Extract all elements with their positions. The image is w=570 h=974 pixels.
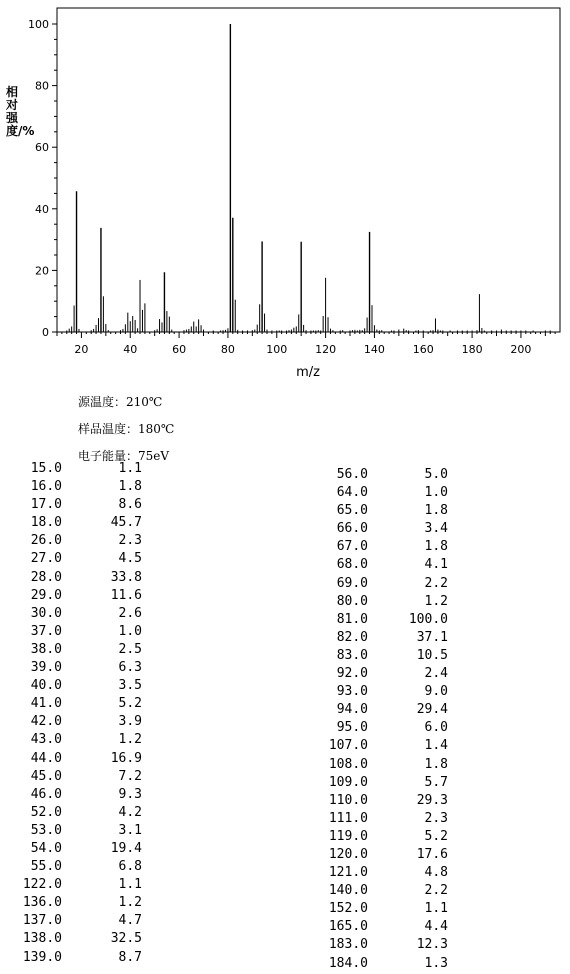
- peak-intensity: 3.9: [118, 714, 142, 730]
- peak-row: [0, 496, 142, 514]
- peak-mz: 83.0: [336, 647, 368, 663]
- peak-mz: 16.0: [30, 479, 62, 495]
- peak-row: [0, 695, 142, 713]
- peak-row: [306, 810, 448, 828]
- condition-value: 180℃: [138, 422, 175, 436]
- peak-row: [0, 858, 142, 876]
- peak-intensity: 19.4: [110, 840, 142, 856]
- peak-intensity: 3.4: [424, 521, 448, 537]
- condition-line: [78, 393, 162, 410]
- peak-row: [306, 683, 448, 701]
- y-tick-label: 60: [35, 141, 49, 155]
- peak-mz: 108.0: [328, 756, 368, 772]
- peak-mz: 80.0: [336, 593, 368, 609]
- peak-intensity: 1.2: [118, 895, 142, 911]
- peak-intensity: 6.8: [118, 859, 142, 875]
- peak-mz: 136.0: [22, 895, 62, 911]
- peak-mz: 54.0: [30, 840, 62, 856]
- peak-intensity: 4.1: [424, 557, 448, 573]
- peak-mz: 140.0: [328, 883, 368, 899]
- peak-intensity: 10.5: [416, 647, 448, 663]
- condition-value: 75eV: [138, 449, 170, 463]
- peak-row: [0, 713, 142, 731]
- peak-mz: 15.0: [30, 461, 62, 476]
- peak-intensity: 4.8: [424, 865, 448, 881]
- peak-intensity: 5.2: [118, 696, 142, 712]
- peak-row: [0, 587, 142, 605]
- peak-intensity: 3.1: [118, 822, 142, 838]
- peak-row: [0, 822, 142, 840]
- peak-mz: 152.0: [328, 901, 368, 917]
- peak-row: [0, 840, 142, 858]
- x-tick-label: 100: [266, 343, 288, 356]
- peak-row: [0, 786, 142, 804]
- x-tick-label: 140: [363, 343, 385, 356]
- peak-intensity: 37.1: [416, 629, 448, 645]
- peak-row: [306, 629, 448, 647]
- peak-mz: 122.0: [22, 877, 62, 893]
- x-tick-label: 160: [412, 343, 434, 356]
- peak-row: [0, 768, 142, 786]
- x-tick-label: 20: [74, 343, 89, 356]
- peak-intensity: 5.7: [424, 774, 448, 790]
- peak-row: [0, 876, 142, 894]
- spectrum-bars: [67, 24, 550, 332]
- y-tick-label: 0: [42, 326, 49, 339]
- peak-mz: 67.0: [336, 539, 368, 555]
- peak-row: [306, 556, 448, 574]
- peak-mz: 30.0: [30, 605, 62, 621]
- peak-intensity: 6.3: [118, 660, 142, 676]
- peak-row: [306, 719, 448, 737]
- peak-row: [306, 611, 448, 629]
- peak-intensity: 3.5: [118, 678, 142, 694]
- peak-mz: 120.0: [328, 846, 368, 862]
- peak-row: [306, 846, 448, 864]
- peak-mz: 111.0: [328, 810, 368, 826]
- peak-mz: 27.0: [30, 551, 62, 567]
- peak-intensity: 17.6: [416, 846, 448, 862]
- y-axis-label: 相对强度/%: [6, 85, 35, 138]
- peak-mz: 64.0: [336, 485, 368, 501]
- peak-intensity: 4.5: [118, 551, 142, 567]
- peak-row: [306, 955, 448, 973]
- peak-row: [306, 756, 448, 774]
- peak-row: [306, 936, 448, 954]
- peak-intensity: 29.3: [416, 792, 448, 808]
- peak-intensity: 5.2: [424, 828, 448, 844]
- peak-intensity: 33.8: [110, 569, 142, 585]
- peak-intensity: 4.4: [424, 919, 448, 935]
- peak-row: [0, 478, 142, 496]
- peak-mz: 66.0: [336, 521, 368, 537]
- peak-intensity: 1.0: [424, 485, 448, 501]
- peak-intensity: 1.8: [118, 479, 142, 495]
- peak-mz: 137.0: [22, 913, 62, 929]
- peak-row: [306, 737, 448, 755]
- peak-intensity: 1.0: [118, 623, 142, 639]
- peak-mz: 138.0: [22, 931, 62, 947]
- peak-row: [0, 623, 142, 641]
- peak-row: [0, 532, 142, 550]
- peak-row: [306, 665, 448, 683]
- peak-row: [306, 520, 448, 538]
- peak-mz: 82.0: [336, 629, 368, 645]
- peak-intensity: 2.4: [424, 666, 448, 682]
- peak-intensity: 5.0: [424, 467, 448, 482]
- condition-label: 源温度：: [78, 395, 127, 409]
- peak-row: [0, 804, 142, 822]
- mass-spectrum-chart: [0, 0, 570, 385]
- peak-row: [306, 864, 448, 882]
- peak-row: [306, 484, 448, 502]
- peak-intensity: 9.0: [424, 684, 448, 700]
- y-tick-label: 20: [35, 264, 49, 278]
- peak-mz: 42.0: [30, 714, 62, 730]
- peak-mz: 65.0: [336, 503, 368, 519]
- peak-mz: 55.0: [30, 859, 62, 875]
- peak-mz: 95.0: [336, 720, 368, 736]
- peak-mz: 94.0: [336, 702, 368, 718]
- condition-label: 电子能量：: [78, 449, 139, 463]
- peak-intensity: 11.6: [110, 587, 142, 603]
- peak-row: [306, 918, 448, 936]
- peak-intensity: 1.8: [424, 503, 448, 519]
- peak-intensity: 6.0: [424, 720, 448, 736]
- peak-row: [0, 569, 142, 587]
- peak-mz: 39.0: [30, 660, 62, 676]
- peak-intensity: 2.3: [118, 533, 142, 549]
- peak-row: [0, 605, 142, 623]
- peak-mz: 93.0: [336, 684, 368, 700]
- peak-row: [306, 882, 448, 900]
- x-tick-label: 60: [172, 343, 187, 356]
- plot-frame: [57, 8, 560, 332]
- peak-row: [306, 647, 448, 665]
- peak-mz: 110.0: [328, 792, 368, 808]
- peak-mz: 40.0: [30, 678, 62, 694]
- peak-row: [306, 502, 448, 520]
- x-tick-label: 40: [123, 343, 138, 356]
- peak-row: [0, 659, 142, 677]
- y-tick-label: 100: [28, 18, 49, 31]
- peak-mz: 28.0: [30, 569, 62, 585]
- y-tick-label: 80: [35, 79, 49, 93]
- peak-row: [306, 593, 448, 611]
- peak-intensity: 8.6: [118, 497, 142, 513]
- peak-intensity: 4.2: [118, 804, 142, 820]
- peak-intensity: 2.2: [424, 883, 448, 899]
- peak-mz: 29.0: [30, 587, 62, 603]
- peak-mz: 68.0: [336, 557, 368, 573]
- peak-mz: 69.0: [336, 575, 368, 591]
- peak-row: [0, 641, 142, 659]
- peak-mz: 139.0: [22, 949, 62, 965]
- peak-row: [306, 900, 448, 918]
- peak-intensity: 1.8: [424, 756, 448, 772]
- peak-mz: 53.0: [30, 822, 62, 838]
- peak-row: [306, 466, 448, 484]
- peak-intensity: 1.2: [424, 593, 448, 609]
- x-tick-label: 200: [510, 343, 532, 356]
- peak-row: [0, 514, 142, 532]
- peak-row: [306, 774, 448, 792]
- y-axis: [28, 18, 57, 339]
- peak-intensity: 9.3: [118, 786, 142, 802]
- condition-label: 样品温度：: [78, 422, 139, 436]
- x-tick-label: 80: [220, 343, 235, 356]
- peak-intensity: 1.2: [118, 732, 142, 748]
- peak-mz: 109.0: [328, 774, 368, 790]
- peak-mz: 46.0: [30, 786, 62, 802]
- peak-intensity: 45.7: [110, 515, 142, 531]
- condition-value: 210℃: [126, 395, 163, 409]
- peak-mz: 43.0: [30, 732, 62, 748]
- peak-intensity: 16.9: [110, 750, 142, 766]
- peak-mz: 38.0: [30, 641, 62, 657]
- peak-mz: 26.0: [30, 533, 62, 549]
- peak-mz: 165.0: [328, 919, 368, 935]
- peak-mz: 92.0: [336, 666, 368, 682]
- peak-mz: 184.0: [328, 955, 368, 971]
- peak-row: [306, 792, 448, 810]
- peak-intensity: 1.1: [424, 901, 448, 917]
- peak-table-left: [0, 460, 142, 967]
- peak-intensity: 1.8: [424, 539, 448, 555]
- peak-row: [306, 828, 448, 846]
- peak-mz: 107.0: [328, 738, 368, 754]
- peak-intensity: 4.7: [118, 913, 142, 929]
- peak-row: [306, 538, 448, 556]
- peak-mz: 81.0: [336, 611, 368, 627]
- peak-intensity: 1.1: [118, 461, 142, 476]
- peak-row: [0, 550, 142, 568]
- x-tick-label: 120: [315, 343, 337, 356]
- peak-mz: 119.0: [328, 828, 368, 844]
- peak-mz: 121.0: [328, 865, 368, 881]
- peak-mz: 183.0: [328, 937, 368, 953]
- x-tick-label: 180: [461, 343, 483, 356]
- peak-row: [0, 731, 142, 749]
- peak-mz: 56.0: [336, 467, 368, 482]
- peak-row: [0, 949, 142, 967]
- peak-mz: 45.0: [30, 768, 62, 784]
- peak-mz: 18.0: [30, 515, 62, 531]
- peak-row: [0, 750, 142, 768]
- condition-line: [78, 420, 174, 437]
- peak-mz: 17.0: [30, 497, 62, 513]
- peak-intensity: 1.3: [424, 955, 448, 971]
- peak-mz: 52.0: [30, 804, 62, 820]
- peak-intensity: 8.7: [118, 949, 142, 965]
- peak-intensity: 12.3: [416, 937, 448, 953]
- peak-intensity: 2.3: [424, 810, 448, 826]
- x-axis: [57, 332, 555, 356]
- peak-intensity: 2.2: [424, 575, 448, 591]
- peak-table-right: [306, 466, 448, 973]
- peak-row: [306, 701, 448, 719]
- peak-intensity: 29.4: [416, 702, 448, 718]
- peak-intensity: 1.4: [424, 738, 448, 754]
- peak-row: [0, 930, 142, 948]
- x-axis-label: m/z: [296, 365, 320, 380]
- peak-row: [306, 575, 448, 593]
- peak-intensity: 1.1: [118, 877, 142, 893]
- peak-mz: 37.0: [30, 623, 62, 639]
- peak-row: [0, 912, 142, 930]
- peak-intensity: 2.5: [118, 641, 142, 657]
- peak-mz: 41.0: [30, 696, 62, 712]
- peak-row: [0, 894, 142, 912]
- peak-mz: 44.0: [30, 750, 62, 766]
- peak-row: [0, 460, 142, 478]
- peak-row: [0, 677, 142, 695]
- y-tick-label: 40: [35, 202, 49, 216]
- peak-intensity: 100.0: [408, 611, 448, 627]
- peak-intensity: 7.2: [118, 768, 142, 784]
- peak-intensity: 2.6: [118, 605, 142, 621]
- peak-intensity: 32.5: [110, 931, 142, 947]
